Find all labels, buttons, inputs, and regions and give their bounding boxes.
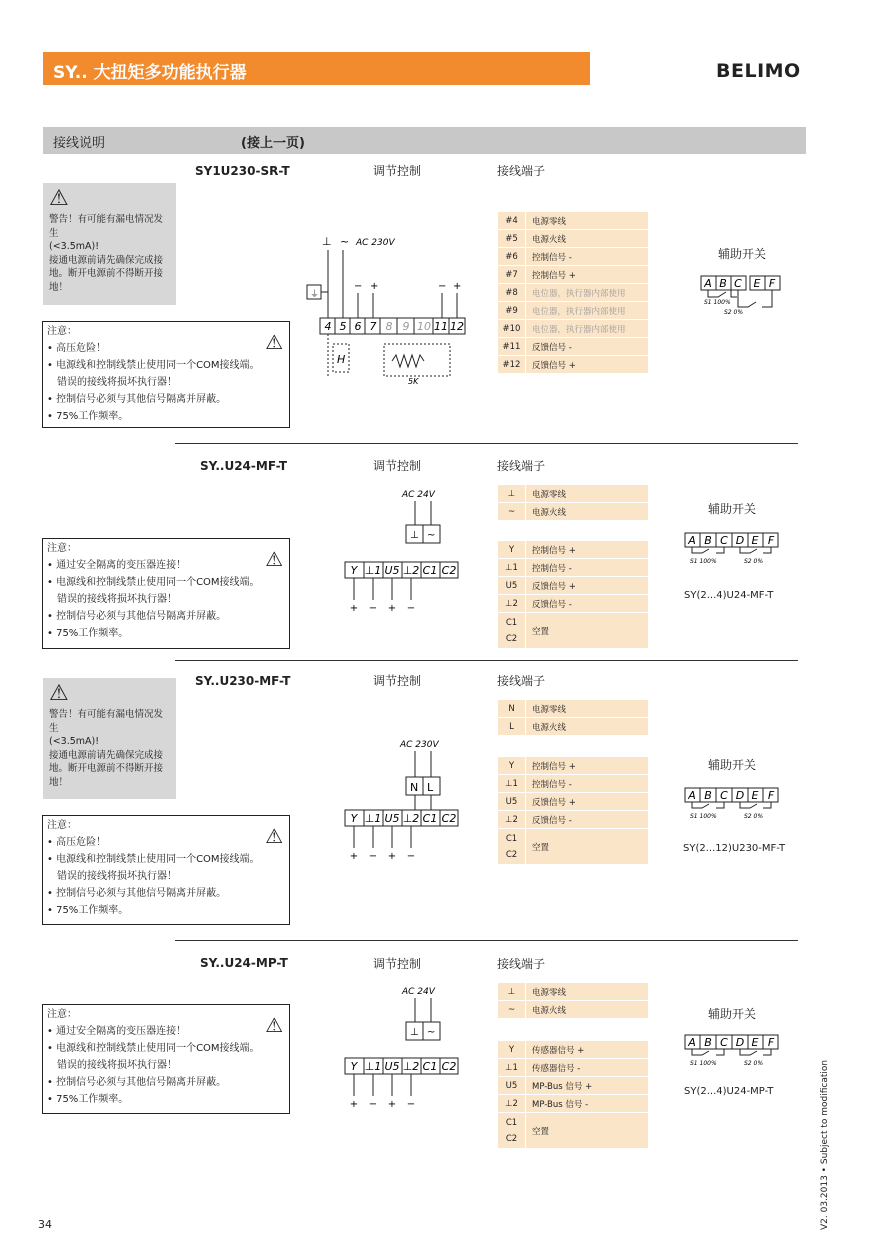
aux-switch-diagram <box>700 272 790 332</box>
model-name: SY..U230-MF-T <box>195 674 291 688</box>
svg-text:S2 0%: S2 0% <box>744 813 764 820</box>
warning-line: 接通电源前请先确保完成接 <box>49 254 164 266</box>
version-note: V2. 03.2013 • Subject to modification <box>820 1059 830 1230</box>
note-line: • 控制信号必须与其他信号隔离并屏蔽。 <box>47 611 227 622</box>
warning-triangle-icon: ⚠ <box>265 824 283 848</box>
svg-text:−: − <box>406 603 416 614</box>
svg-text:+: + <box>370 281 379 292</box>
note-line: 注意： <box>47 820 77 831</box>
table-row: #4 电源零线 <box>498 212 648 230</box>
svg-text:S1 100%: S1 100% <box>690 1060 717 1067</box>
table-row: #10 电位器，执行器内部使用 <box>498 320 648 338</box>
control-heading: 调节控制 <box>373 459 422 473</box>
table-row: L 电源火线 <box>498 718 648 736</box>
warning-box <box>43 678 176 799</box>
page-title: SY.. 大扭矩多功能执行器 <box>43 52 590 85</box>
svg-text:D: D <box>735 1036 745 1049</box>
svg-text:+: + <box>387 1099 397 1110</box>
warning-line: 地。断开电源前不得断开接 <box>49 763 164 774</box>
svg-text:C2: C2 <box>441 564 457 577</box>
svg-text:⊥2: ⊥2 <box>402 564 420 577</box>
note-line: • 电源线和控制线禁止使用同一个COM接线端。 <box>47 854 260 865</box>
svg-text:Y: Y <box>350 812 358 825</box>
terminal-table <box>498 212 648 374</box>
svg-text:⊥: ⊥ <box>410 530 419 541</box>
svg-text:~: ~ <box>427 1027 436 1038</box>
table-row: ⊥2 反馈信号 - <box>498 595 648 613</box>
svg-text:−: − <box>368 1099 378 1110</box>
table-row: U5 反馈信号 + <box>498 577 648 595</box>
note-line: 错误的接线将损坏执行器！ <box>57 594 177 605</box>
terminal-heading: 接线端子 <box>497 164 546 178</box>
svg-text:⊥1: ⊥1 <box>364 1060 382 1073</box>
table-row: Y 传感器信号 + <box>498 1041 648 1059</box>
svg-text:L: L <box>427 781 434 794</box>
table-row: ⊥2 反馈信号 - <box>498 811 648 829</box>
svg-text:⊥1: ⊥1 <box>364 812 382 825</box>
page-number: 34 <box>38 1218 52 1231</box>
table-row: ~ 电源火线 <box>498 503 648 521</box>
section-continued: (接上一页) <box>241 136 305 151</box>
warning-line: 地。断开电源前不得断开接 <box>49 268 164 279</box>
note-line: • 高压危险！ <box>47 837 107 848</box>
supply-label: AC 230V <box>356 238 395 248</box>
svg-text:U5: U5 <box>384 1060 400 1073</box>
supply-label: AC 24V <box>402 490 435 500</box>
terminal-label: 7 <box>369 320 377 333</box>
warning-line: (<3.5mA)! <box>49 241 100 252</box>
model-name: SY1U230-SR-T <box>195 164 290 178</box>
table-row: ⊥ 电源零线 <box>498 485 648 503</box>
svg-text:−: − <box>406 1099 416 1110</box>
svg-text:−: − <box>368 851 378 862</box>
svg-text:S2 0%: S2 0% <box>744 1060 764 1067</box>
svg-text:F: F <box>768 277 776 290</box>
terminal-heading: 接线端子 <box>497 674 546 688</box>
svg-text:+: + <box>349 1099 359 1110</box>
warning-box <box>43 183 176 305</box>
svg-text:C2: C2 <box>441 1060 457 1073</box>
svg-text:⊥: ⊥ <box>410 1027 419 1038</box>
svg-text:U5: U5 <box>384 812 400 825</box>
note-line: 注意： <box>47 326 77 337</box>
control-heading: 调节控制 <box>373 957 422 971</box>
aux-model-note: SY(2...4)U24-MF-T <box>684 590 774 601</box>
warning-triangle-icon: ⚠ <box>265 547 283 571</box>
svg-text:D: D <box>735 789 745 802</box>
note-line: • 75%工作频率。 <box>47 905 129 916</box>
svg-text:A: A <box>688 1036 696 1049</box>
wiring-diagram <box>300 228 480 388</box>
svg-text:S1 100%: S1 100% <box>704 299 731 306</box>
note-line: • 75%工作频率。 <box>47 1094 129 1105</box>
svg-text:−: − <box>406 851 416 862</box>
terminal-label: 8 <box>385 320 393 333</box>
table-row: #9 电位器，执行器内部使用 <box>498 302 648 320</box>
note-line: • 75%工作频率。 <box>47 411 129 422</box>
warning-line: 地！ <box>49 776 69 788</box>
svg-text:C2: C2 <box>441 812 457 825</box>
svg-text:B: B <box>719 277 727 290</box>
terminal-label: 12 <box>450 320 464 333</box>
note-line: • 通过安全隔离的变压器连接！ <box>47 1026 187 1037</box>
note-line: • 控制信号必须与其他信号隔离并屏蔽。 <box>47 1077 227 1088</box>
svg-text:+: + <box>349 851 359 862</box>
note-line: • 控制信号必须与其他信号隔离并屏蔽。 <box>47 394 227 405</box>
note-line: 错误的接线将损坏执行器！ <box>57 377 177 388</box>
terminal-table <box>498 541 648 649</box>
svg-text:Y: Y <box>350 1060 358 1073</box>
table-row: #7 控制信号 + <box>498 266 648 284</box>
table-row: ~ 电源火线 <box>498 1001 648 1019</box>
note-line: • 通过安全隔离的变压器连接！ <box>47 560 187 571</box>
section-divider <box>175 443 798 444</box>
svg-text:F: F <box>767 534 775 547</box>
svg-text:E: E <box>753 277 761 290</box>
svg-text:−: − <box>354 281 363 292</box>
aux-switch-heading: 辅助开关 <box>708 1007 757 1021</box>
svg-text:+: + <box>387 603 397 614</box>
svg-text:C: C <box>720 789 728 802</box>
svg-text:+: + <box>453 281 462 292</box>
terminal-table <box>498 757 648 865</box>
table-row: ⊥ 电源零线 <box>498 983 648 1001</box>
table-row: ⊥1 传感器信号 - <box>498 1059 648 1077</box>
svg-text:⊥2: ⊥2 <box>402 1060 420 1073</box>
aux-switch-diagram <box>684 530 784 580</box>
svg-text:F: F <box>767 1036 775 1049</box>
warning-line: 警告！有可能有漏电情况发生 <box>49 709 164 734</box>
table-row: Y 控制信号 + <box>498 541 648 559</box>
warning-line: 地！ <box>49 281 69 293</box>
belimo-logo: BELIMO <box>716 60 801 82</box>
section-divider <box>175 660 798 661</box>
warning-triangle-icon: ⚠ <box>265 330 283 354</box>
table-row: #8 电位器，执行器内部使用 <box>498 284 648 302</box>
table-row: C1 C2 空置 <box>498 1113 648 1149</box>
svg-text:A: A <box>688 534 696 547</box>
svg-text:C1: C1 <box>422 1060 438 1073</box>
terminal-label: 9 <box>402 320 410 333</box>
note-line: 注意： <box>47 543 77 554</box>
warning-triangle-icon: ⚠ <box>265 1013 283 1037</box>
svg-text:B: B <box>704 789 712 802</box>
svg-text:E: E <box>751 1036 759 1049</box>
table-row: ⊥2 MP-Bus 信号 - <box>498 1095 648 1113</box>
table-row: Y 控制信号 + <box>498 757 648 775</box>
control-heading: 调节控制 <box>373 164 422 178</box>
supply-neutral-symbol: ⊥ <box>322 235 332 248</box>
wiring-diagram <box>340 982 470 1112</box>
aux-model-note: SY(2...4)U24-MP-T <box>684 1086 774 1097</box>
warning-line: (<3.5mA)! <box>49 736 100 747</box>
svg-text:~: ~ <box>427 530 436 541</box>
note-line: 错误的接线将损坏执行器！ <box>57 1060 177 1071</box>
aux-switch-heading: 辅助开关 <box>708 502 757 516</box>
svg-text:−: − <box>438 281 447 292</box>
aux-model-note: SY(2...12)U230-MF-T <box>683 843 786 854</box>
terminal-heading: 接线端子 <box>497 459 546 473</box>
warning-triangle-icon: ⚠ <box>49 681 69 706</box>
table-row: #12 反馈信号 + <box>498 356 648 374</box>
terminal-label: 6 <box>354 320 362 333</box>
svg-text:N: N <box>410 781 419 794</box>
svg-text:⊥2: ⊥2 <box>402 812 420 825</box>
notice-box <box>42 321 290 428</box>
section-title: 接线说明 <box>53 136 106 151</box>
note-line: 错误的接线将损坏执行器！ <box>57 871 177 882</box>
table-row: #5 电源火线 <box>498 230 648 248</box>
wiring-diagram <box>340 485 470 615</box>
note-line: • 高压危险！ <box>47 343 107 354</box>
svg-text:A: A <box>704 277 712 290</box>
svg-text:S2 0%: S2 0% <box>744 558 764 565</box>
section-header <box>43 127 806 154</box>
supply-label: AC 230V <box>400 740 439 750</box>
table-row: #11 反馈信号 - <box>498 338 648 356</box>
svg-text:U5: U5 <box>384 564 400 577</box>
terminal-label: 5 <box>339 320 347 333</box>
table-row: N 电源零线 <box>498 700 648 718</box>
svg-text:E: E <box>751 534 759 547</box>
model-name: SY..U24-MF-T <box>200 459 288 473</box>
svg-text:C1: C1 <box>422 564 438 577</box>
warning-line: 接通电源前请先确保完成接 <box>49 749 164 761</box>
aux-switch-heading: 辅助开关 <box>708 758 757 772</box>
heater-label: H <box>337 353 346 366</box>
terminal-heading: 接线端子 <box>497 957 546 971</box>
svg-text:A: A <box>688 789 696 802</box>
table-row: U5 MP-Bus 信号 + <box>498 1077 648 1095</box>
svg-text:B: B <box>704 1036 712 1049</box>
warning-triangle-icon: ⚠ <box>49 186 69 211</box>
table-row: C1 C2 空置 <box>498 613 648 649</box>
control-heading: 调节控制 <box>373 674 422 688</box>
table-row: C1 C2 空置 <box>498 829 648 865</box>
svg-text:F: F <box>767 789 775 802</box>
terminal-table <box>498 700 648 736</box>
note-line: • 控制信号必须与其他信号隔离并屏蔽。 <box>47 888 227 899</box>
notice-box <box>42 1004 290 1114</box>
terminal-table <box>498 485 648 521</box>
terminal-table <box>498 983 648 1019</box>
wiring-diagram <box>340 735 470 870</box>
table-row: ⊥1 控制信号 - <box>498 775 648 793</box>
table-row: U5 反馈信号 + <box>498 793 648 811</box>
aux-switch-diagram <box>684 785 784 835</box>
warning-line: 警告！有可能有漏电情况发生 <box>49 214 164 239</box>
table-row: #6 控制信号 - <box>498 248 648 266</box>
svg-text:S2 0%: S2 0% <box>724 309 744 316</box>
note-line: • 电源线和控制线禁止使用同一个COM接线端。 <box>47 577 260 588</box>
supply-live-symbol: ~ <box>340 235 350 248</box>
notice-box <box>42 815 290 925</box>
model-name: SY..U24-MP-T <box>200 956 288 970</box>
svg-text:+: + <box>349 603 359 614</box>
svg-text:−: − <box>368 603 378 614</box>
table-row: ⊥1 控制信号 - <box>498 559 648 577</box>
svg-text:C: C <box>734 277 742 290</box>
svg-text:⏚: ⏚ <box>310 290 320 300</box>
terminal-label: 11 <box>434 320 448 333</box>
note-line: • 电源线和控制线禁止使用同一个COM接线端。 <box>47 360 260 371</box>
svg-text:D: D <box>735 534 745 547</box>
section-divider <box>175 940 798 941</box>
svg-text:C1: C1 <box>422 812 438 825</box>
note-line: • 75%工作频率。 <box>47 628 129 639</box>
svg-text:Y: Y <box>350 564 358 577</box>
notice-box <box>42 538 290 649</box>
terminal-label: 4 <box>324 320 332 333</box>
svg-text:+: + <box>387 851 397 862</box>
note-line: 注意： <box>47 1009 77 1020</box>
svg-text:B: B <box>704 534 712 547</box>
terminal-table <box>498 1041 648 1149</box>
svg-text:E: E <box>751 789 759 802</box>
svg-text:C: C <box>720 534 728 547</box>
svg-text:S1 100%: S1 100% <box>690 813 717 820</box>
note-line: • 电源线和控制线禁止使用同一个COM接线端。 <box>47 1043 260 1054</box>
svg-text:⊥1: ⊥1 <box>364 564 382 577</box>
terminal-label: 10 <box>417 320 431 333</box>
supply-label: AC 24V <box>402 987 435 997</box>
aux-switch-diagram <box>684 1032 784 1082</box>
svg-text:C: C <box>720 1036 728 1049</box>
pot-label: 5K <box>408 377 419 386</box>
svg-text:S1 100%: S1 100% <box>690 558 717 565</box>
aux-switch-heading: 辅助开关 <box>718 247 767 261</box>
